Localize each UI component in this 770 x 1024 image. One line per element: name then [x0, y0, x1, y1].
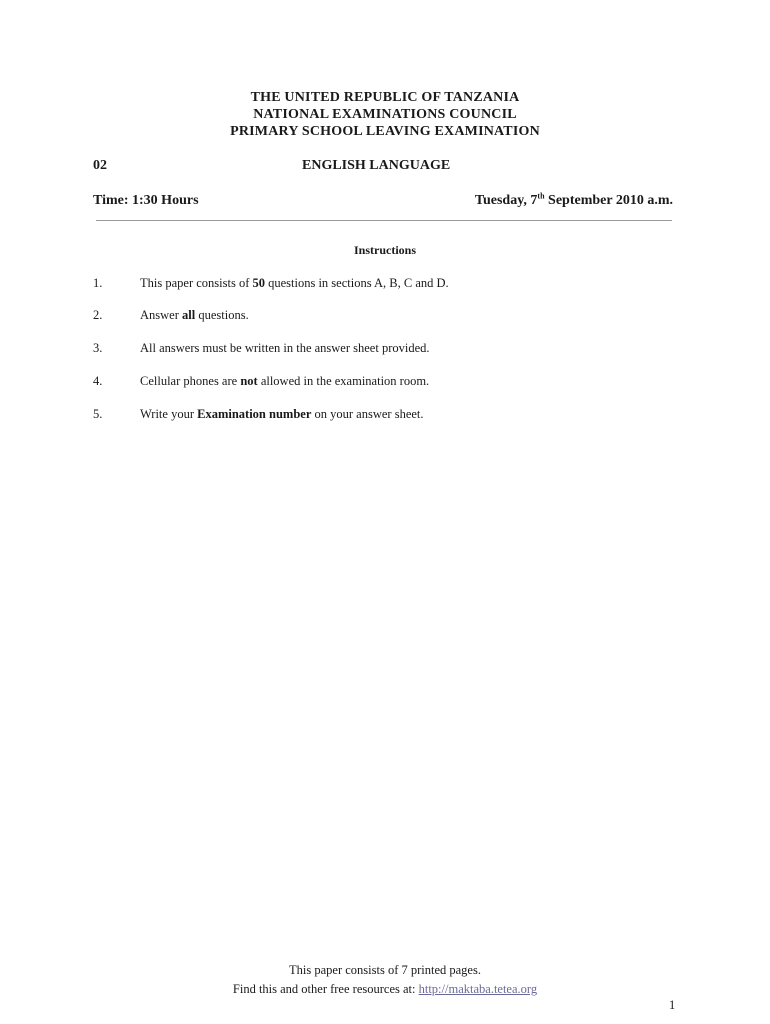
- exam-date-ordinal: th: [537, 191, 545, 201]
- instruction-text-post: questions in sections A, B, C and D.: [264, 276, 449, 290]
- page-number: 1: [669, 998, 676, 1012]
- instruction-text-pre: Answer: [140, 308, 183, 322]
- instruction-text-pre: Cellular phones are: [140, 374, 241, 388]
- resources-link[interactable]: http://maktaba.tetea.org: [418, 982, 538, 996]
- instruction-text-pre: This paper consists of: [140, 276, 253, 290]
- instruction-number: 5.: [93, 407, 103, 421]
- instruction-text: [140, 374, 429, 389]
- instruction-number: 1.: [93, 276, 103, 290]
- printed-pages-note: This paper consists of 7 printed pages.: [289, 963, 481, 977]
- instruction-number: 3.: [93, 341, 103, 355]
- instruction-text-bold: not: [240, 374, 258, 388]
- instruction-text-bold: 50: [252, 276, 265, 290]
- instruction-text-post: questions.: [195, 308, 249, 322]
- instructions-heading: Instructions: [353, 243, 416, 257]
- instruction-item: [93, 407, 673, 425]
- instruction-text-post: on your answer sheet.: [311, 407, 424, 421]
- title-line-exam: PRIMARY SCHOOL LEAVING EXAMINATION: [230, 124, 540, 139]
- exam-date-suffix: September 2010 a.m.: [544, 193, 673, 208]
- instruction-text: [140, 276, 449, 291]
- resources-line: [0, 980, 770, 999]
- instruction-text-post: allowed in the examination room.: [257, 374, 430, 388]
- exam-date-prefix: Tuesday, 7: [474, 193, 538, 208]
- exam-date: [475, 193, 673, 209]
- paper-code: 02: [93, 158, 107, 173]
- resources-prefix: Find this and other free resources at:: [232, 982, 419, 996]
- subject-row: [93, 158, 673, 176]
- instruction-text-bold: all: [182, 308, 196, 322]
- title-block: [0, 89, 770, 140]
- instruction-text-pre: Write your: [140, 407, 198, 421]
- instruction-text-bold: Examination number: [197, 407, 312, 421]
- title-line-country: THE UNITED REPUBLIC OF TANZANIA: [250, 90, 520, 105]
- instruction-item: [93, 341, 673, 359]
- time-allowed: Time: 1:30 Hours: [93, 193, 199, 208]
- title-line-council: NATIONAL EXAMINATIONS COUNCIL: [253, 107, 517, 122]
- instruction-item: [93, 276, 673, 294]
- page-footer: [0, 961, 770, 999]
- header-divider: [96, 220, 672, 221]
- instruction-text-pre: All answers must be written in the answer sheet provided.: [140, 341, 430, 355]
- subject-name: ENGLISH LANGUAGE: [302, 158, 451, 173]
- instruction-number: 4.: [93, 374, 103, 388]
- instruction-text: [140, 407, 424, 422]
- instruction-item: [93, 374, 673, 392]
- instruction-text: [140, 341, 430, 356]
- instruction-text: [140, 308, 249, 323]
- instruction-item: [93, 308, 673, 326]
- time-row: [93, 193, 673, 211]
- instruction-number: 2.: [93, 308, 103, 322]
